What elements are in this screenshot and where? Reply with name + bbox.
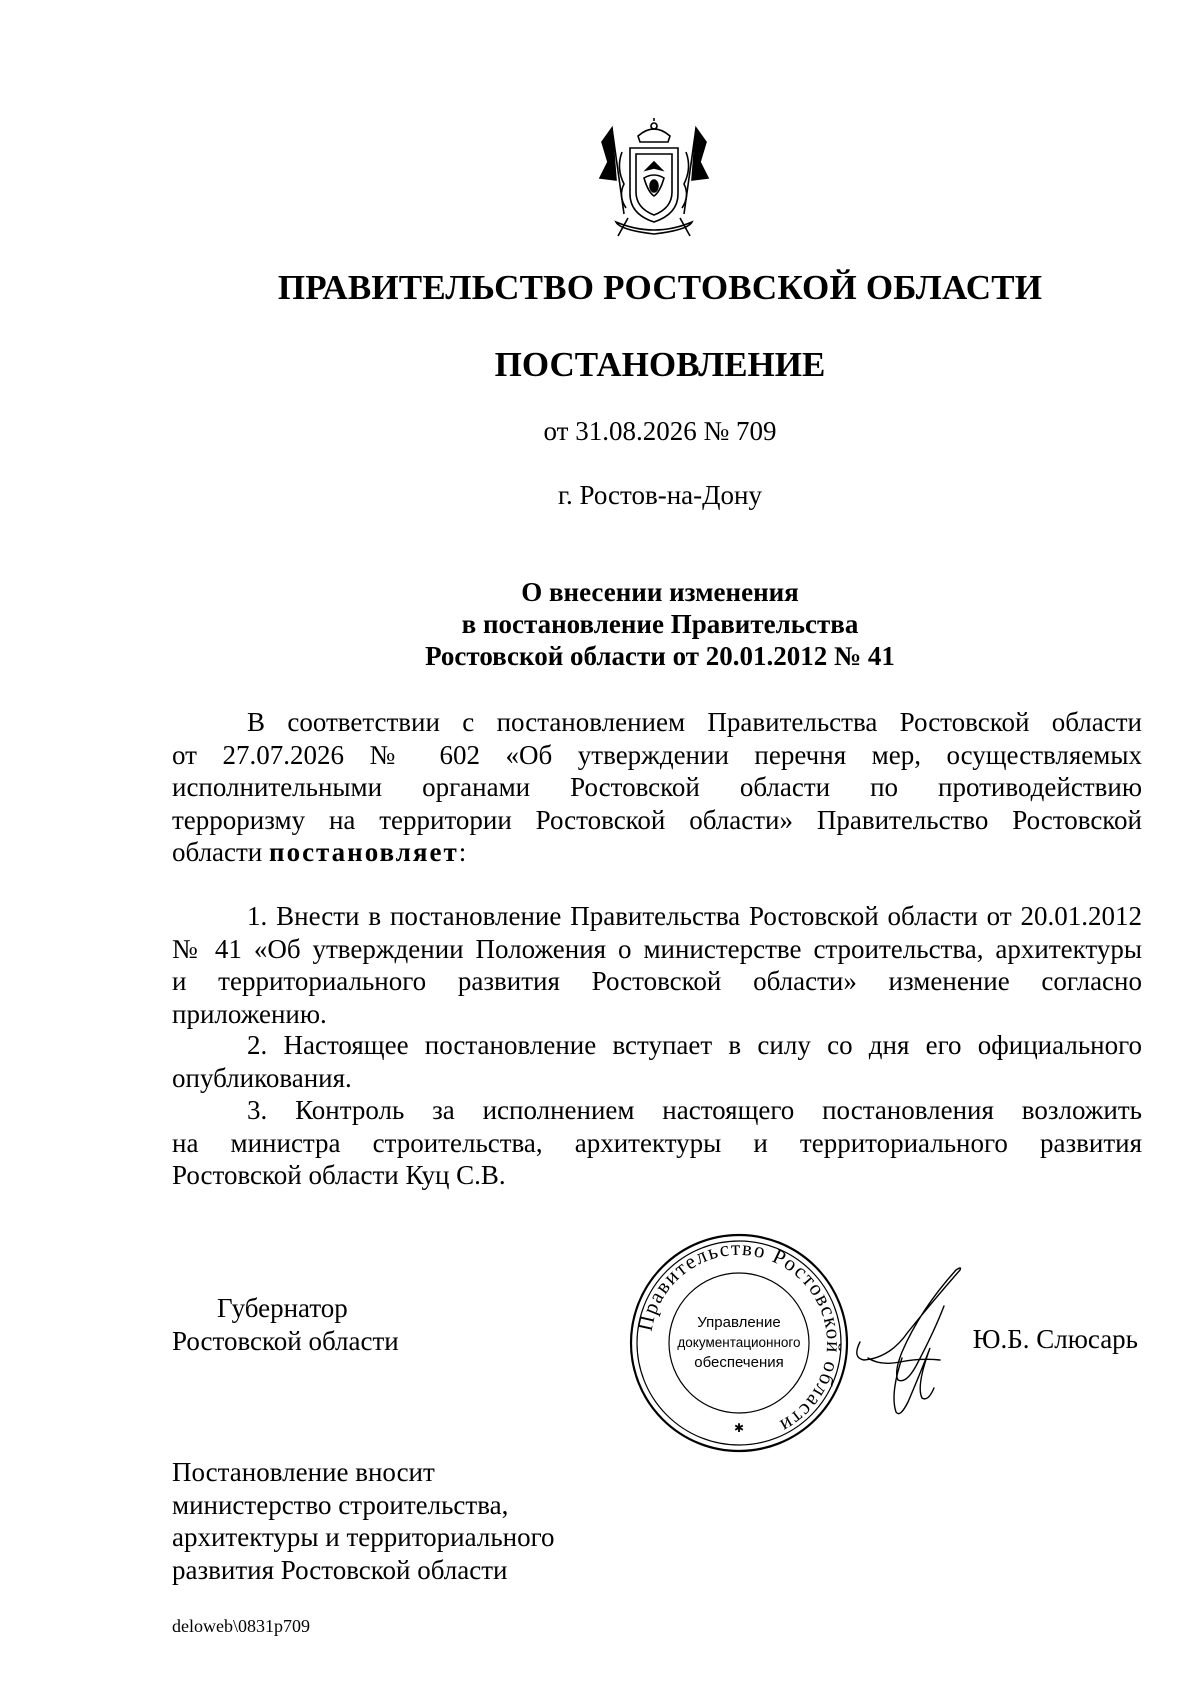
seal-center-line: обеспечения [694, 1354, 784, 1371]
paragraph-line: приложению. [172, 998, 327, 1029]
seal-star-icon: ✱ [733, 1421, 745, 1435]
paragraph-text: : [458, 837, 467, 867]
coat-of-arms-icon [598, 118, 710, 238]
subject-line: в постановление Правительства [461, 609, 859, 639]
paragraph-line: 1. Внести в постановление Правительства Ростовской области от 20.01.2012 [247, 901, 1142, 931]
document-type: ПОСТАНОВЛЕНИЕ [494, 345, 826, 384]
document-date-number: от 31.08.2026 № 709 [543, 416, 777, 446]
item-2-paragraph [172, 1029, 1142, 1094]
subject-line: О внесении изменения [521, 577, 799, 607]
file-code: deloweb\0831p709 [172, 1616, 310, 1636]
document-city: г. Ростов-на-Дону [557, 480, 762, 510]
submitter-line: министерство строительства, [172, 1489, 509, 1520]
paragraph-line: опубликования. [172, 1062, 352, 1093]
paragraph-line: от 27.07.2026 № 602 «Об утверждении перечня мер, осуществляемых [172, 739, 1142, 770]
paragraph-text: области [172, 837, 270, 867]
handwritten-signature [850, 1262, 975, 1422]
item-1-paragraph [172, 900, 1142, 1030]
seal-center-line: документационного [677, 1335, 801, 1350]
subject-line: Ростовской области от 20.01.2012 № 41 [425, 641, 895, 671]
submitter-line: развития Ростовской области [172, 1554, 508, 1585]
paragraph-line: и территориального развития Ростовской области» изменение согласно [172, 966, 1142, 996]
organization-title: ПРАВИТЕЛЬСТВО РОСТОВСКОЙ ОБЛАСТИ [277, 268, 1043, 307]
submitter-note [172, 1456, 555, 1586]
position-line: Губернатор [217, 1293, 348, 1323]
paragraph-line: терроризму на территории Ростовской области» Правительство Ростовской [172, 804, 1142, 835]
document-subject [0, 576, 1200, 672]
paragraph-line: Ростовской области Куц С.В. [172, 1160, 506, 1190]
submitter-line: архитектуры и территориального [172, 1522, 555, 1552]
paragraph-line: на министра строительства, архитектуры и территориального развития [172, 1127, 1142, 1158]
paragraph-line: 2. Настоящее постановление вступает в силу со дня его официального [247, 1030, 1142, 1060]
paragraph-line: В соответствии с постановлением Правительства Ростовской области [247, 707, 1142, 737]
seal-center-line: Управление [697, 1314, 781, 1331]
official-seal-stamp [628, 1232, 850, 1454]
signatory-name: Ю.Б. Слюсарь [972, 1324, 1138, 1354]
position-line: Ростовской области [172, 1325, 399, 1356]
signatory-position [172, 1292, 399, 1357]
resolves-emphasis: постановляет [269, 837, 459, 867]
preamble-paragraph [172, 706, 1142, 869]
seal-ring-text: Правительство Ростовской области [632, 1235, 847, 1439]
paragraph-line [172, 836, 1142, 869]
paragraph-line: исполнительными органами Ростовской области по противодействию [172, 772, 1142, 802]
paragraph-line: 3. Контроль за исполнением настоящего постановления возложить [247, 1095, 1142, 1125]
submitter-line: Постановление вносит [172, 1457, 435, 1487]
paragraph-line: № 41 «Об утверждении Положения о министерстве строительства, архитектуры [172, 933, 1142, 964]
item-3-paragraph [172, 1094, 1142, 1192]
